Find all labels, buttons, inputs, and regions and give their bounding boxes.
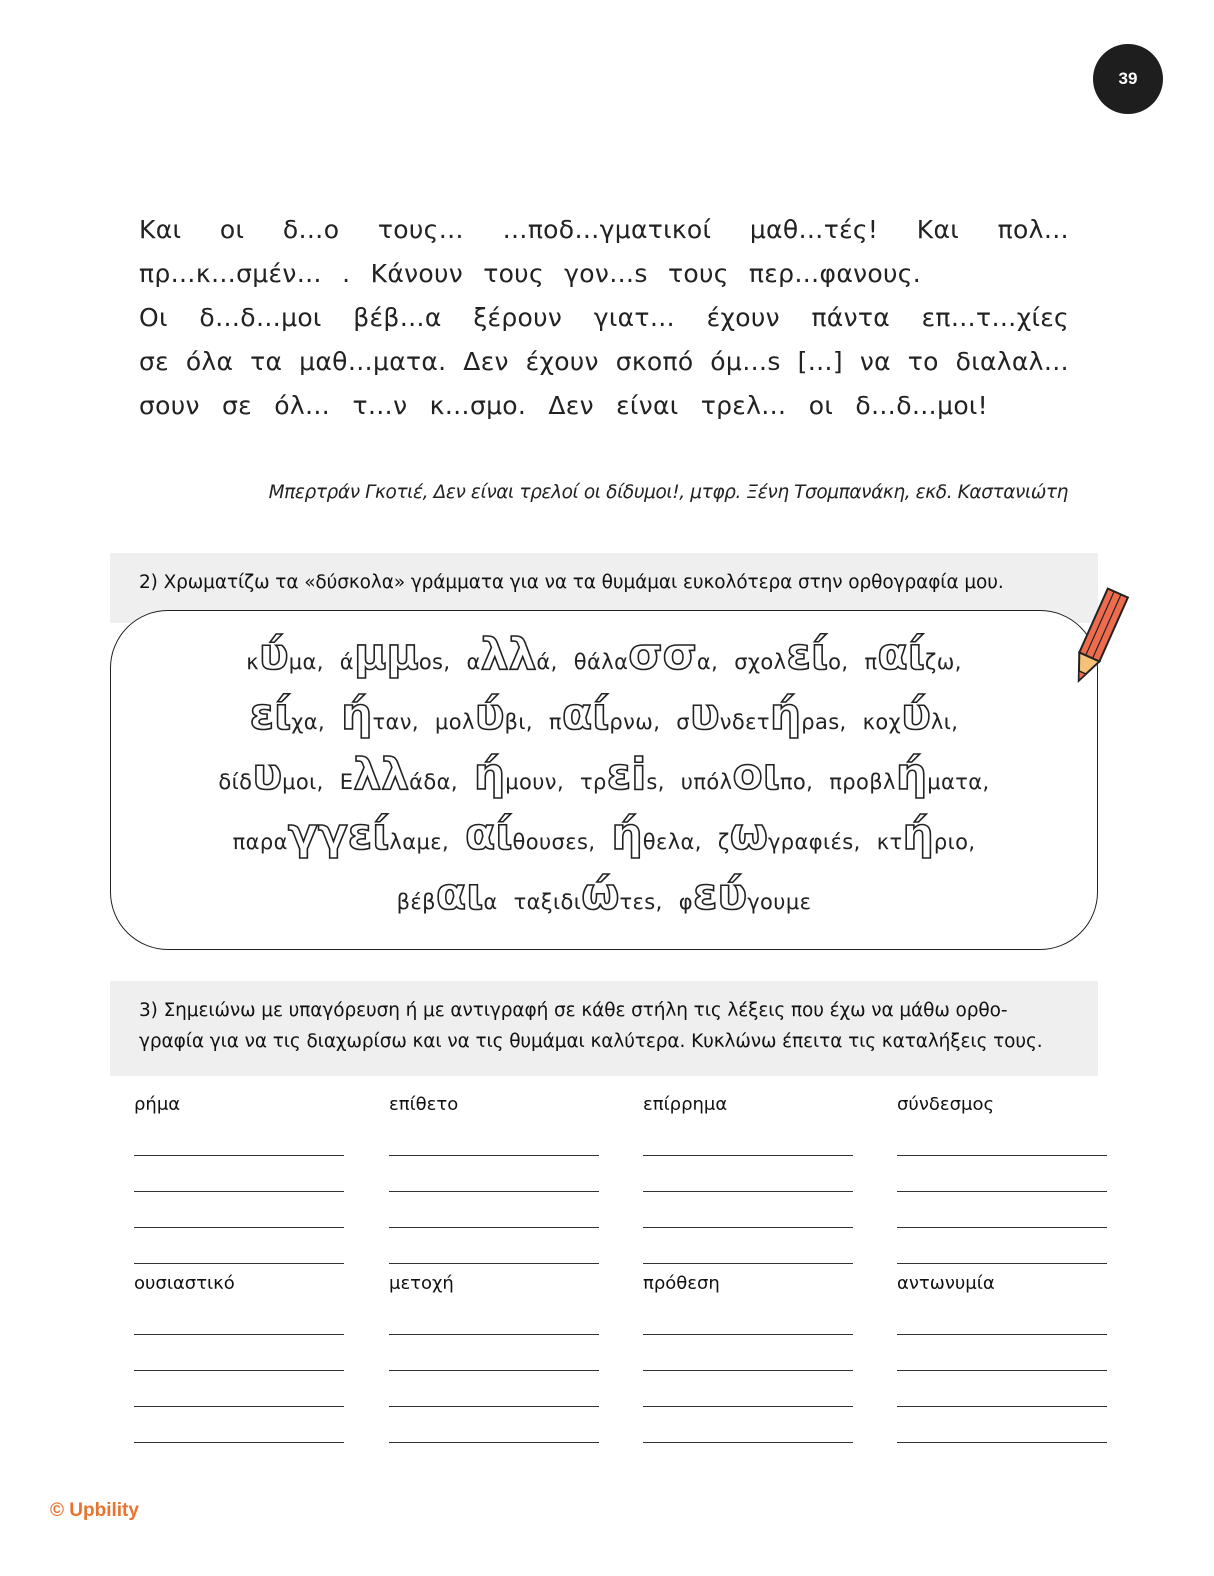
practice-word	[876, 809, 976, 860]
column-adjective	[389, 1094, 599, 1118]
word-box	[110, 610, 1098, 950]
writing-line[interactable]	[389, 1191, 599, 1192]
difficult-letters[interactable]: οι	[732, 749, 780, 800]
word-part: θάλα	[573, 650, 629, 674]
writing-line[interactable]	[389, 1227, 599, 1228]
instruction-line: γραφία για να τις διαχωρίσω και να τις θυμάμαι καλύτερα. Κυκλώνω έπειτα τις καταλήξεις τους.	[139, 1031, 1043, 1052]
column-label: επίρρημα	[643, 1094, 728, 1115]
difficult-letters[interactable]: ύ	[901, 689, 931, 740]
practice-word	[513, 869, 663, 920]
writing-line[interactable]	[134, 1370, 344, 1371]
word-part: τρ	[580, 770, 607, 794]
page-number: 39	[1093, 44, 1163, 114]
word-part: ταν,	[372, 710, 419, 734]
word-part: χα,	[291, 710, 326, 734]
writing-line[interactable]	[643, 1227, 853, 1228]
word-part: α	[483, 890, 498, 914]
writing-line[interactable]	[134, 1406, 344, 1407]
practice-word	[864, 629, 962, 680]
word-part: ά,	[536, 650, 558, 674]
difficult-letters[interactable]: υ	[689, 689, 720, 740]
word-part: ρas,	[801, 710, 847, 734]
word-part: κ	[246, 650, 259, 674]
word-part: κοχ	[862, 710, 902, 734]
word-part: ματα,	[927, 770, 990, 794]
writing-line[interactable]	[389, 1155, 599, 1156]
word-part: ταξιδι	[513, 890, 582, 914]
column-label: σύνδεσμος	[897, 1094, 995, 1115]
difficult-letters[interactable]: λλ	[353, 749, 410, 800]
practice-word	[232, 809, 450, 860]
word-part: κτ	[876, 830, 903, 854]
word-part: ρνω,	[609, 710, 661, 734]
practice-word	[611, 809, 702, 860]
citation: Μπερτράν Γκοτιέ, Δεν είναι τρελοί οι δίδυμοι!, μτφρ. Ξένη Τσομπανάκη, εκδ. Καστανιώτη	[268, 482, 1068, 503]
column-participle	[389, 1273, 599, 1297]
practice-word	[678, 869, 812, 920]
word-part: οs,	[418, 650, 451, 674]
word-part: ζ	[717, 830, 730, 854]
practice-word	[339, 629, 451, 680]
word-part: θουσεs,	[512, 830, 596, 854]
difficult-letters[interactable]: αί	[877, 629, 925, 680]
difficult-letters[interactable]: ή	[895, 749, 928, 800]
word-part: π	[548, 710, 562, 734]
column-label: αντωνυμία	[897, 1273, 995, 1294]
word-part: λαμε,	[389, 830, 450, 854]
difficult-letters[interactable]: ώ	[581, 869, 620, 920]
column-label: επίθετο	[389, 1094, 459, 1115]
word-part: σχολ	[734, 650, 787, 674]
practice-word	[341, 689, 419, 740]
writing-line[interactable]	[897, 1406, 1107, 1407]
brand-logo: © Upbility	[50, 1500, 139, 1521]
word-part: ά	[339, 650, 355, 674]
difficult-letters[interactable]: ή	[902, 809, 934, 860]
word-part: παρα	[232, 830, 288, 854]
column-label: πρόθεση	[643, 1273, 720, 1294]
writing-line[interactable]	[134, 1227, 344, 1228]
word-part: π	[864, 650, 878, 674]
writing-line[interactable]	[134, 1442, 344, 1443]
word-row	[111, 809, 1097, 860]
difficult-letters[interactable]: εi	[606, 749, 647, 800]
writing-line[interactable]	[897, 1155, 1107, 1156]
column-label: μετοχή	[389, 1273, 454, 1294]
difficult-letters[interactable]: υ	[252, 749, 283, 800]
column-conjunction	[897, 1094, 1107, 1118]
writing-line[interactable]	[643, 1334, 853, 1335]
practice-word	[246, 629, 324, 680]
word-part: βέβ	[396, 890, 436, 914]
writing-line[interactable]	[897, 1227, 1107, 1228]
word-part: μουν,	[505, 770, 565, 794]
pencil-icon	[1062, 585, 1134, 695]
practice-word	[862, 689, 959, 740]
writing-line[interactable]	[389, 1370, 599, 1371]
practice-word	[580, 749, 665, 800]
column-noun	[134, 1273, 344, 1297]
word-part: μα,	[288, 650, 324, 674]
word-part: υπόλ	[680, 770, 733, 794]
column-verb	[134, 1094, 344, 1118]
column-pronoun	[897, 1273, 1107, 1297]
passage-line: πρ…κ…σμέν… . Κάνουν τους γον…s τους περ…φανους.	[139, 259, 921, 288]
writing-line[interactable]	[134, 1263, 344, 1264]
writing-line[interactable]	[643, 1406, 853, 1407]
difficult-letters[interactable]: σσ	[628, 629, 697, 680]
word-part: μολ	[434, 710, 475, 734]
word-part: τεs,	[619, 890, 663, 914]
writing-line[interactable]	[897, 1370, 1107, 1371]
word-part: θελα,	[642, 830, 702, 854]
writing-line[interactable]	[897, 1191, 1107, 1192]
word-part: σ	[676, 710, 690, 734]
reading-passage	[139, 208, 1069, 428]
column-adverb	[643, 1094, 853, 1118]
word-part: α,	[696, 650, 719, 674]
practice-word	[396, 869, 498, 920]
word-part: πο,	[779, 770, 814, 794]
difficult-letters[interactable]: ύ	[258, 629, 289, 680]
word-part: δίδ	[218, 770, 253, 794]
writing-line[interactable]	[897, 1263, 1107, 1264]
practice-word	[434, 689, 533, 740]
difficult-letters[interactable]: ω	[729, 809, 768, 860]
practice-word	[734, 629, 849, 680]
writing-line[interactable]	[897, 1334, 1107, 1335]
writing-line[interactable]	[389, 1263, 599, 1264]
writing-line[interactable]	[134, 1334, 344, 1335]
column-preposition	[643, 1273, 853, 1297]
writing-line[interactable]	[134, 1191, 344, 1192]
difficult-letters[interactable]: ή	[769, 689, 802, 740]
word-part: μοι,	[282, 770, 324, 794]
word-row	[111, 749, 1097, 800]
word-part: ζω,	[924, 650, 962, 674]
word-part: νδετ	[719, 710, 770, 734]
writing-line[interactable]	[643, 1191, 853, 1192]
difficult-letters[interactable]: λλ	[480, 629, 537, 680]
difficult-letters[interactable]: εί	[249, 689, 292, 740]
practice-word	[717, 809, 861, 860]
exercise-2-instruction: 2) Χρωματίζω τα «δύσκολα» γράμματα για να τα θυμάμαι ευκολότερα στην ορθογραφία μου.	[139, 572, 1004, 593]
writing-line[interactable]	[389, 1442, 599, 1443]
practice-word	[473, 749, 565, 800]
practice-word	[339, 749, 458, 800]
practice-word	[676, 689, 847, 740]
word-part: λι,	[930, 710, 959, 734]
practice-word	[680, 749, 814, 800]
difficult-letters[interactable]: ύ	[474, 689, 505, 740]
passage-line: Και οι δ…ο τους… …ποδ…γματικοί μαθ…τές! Και πολ…	[139, 215, 1069, 244]
word-part: φ	[678, 890, 693, 914]
word-row	[111, 629, 1097, 680]
writing-line[interactable]	[897, 1442, 1107, 1443]
difficult-letters[interactable]: αι	[435, 869, 484, 920]
writing-line[interactable]	[643, 1263, 853, 1264]
word-part: α	[466, 650, 481, 674]
practice-word	[548, 689, 661, 740]
exercise-3-instruction	[110, 981, 1098, 1057]
difficult-letters[interactable]: ή	[341, 689, 373, 740]
practice-word	[218, 749, 324, 800]
passage-line: σε όλα τα μαθ…ματα. Δεν έχουν σκοπό όμ…s […] να το διαλαλ…	[139, 347, 1069, 376]
passage-line: σουν σε όλ… τ…ν κ…σμο. Δεν είναι τρελ… οι δ…δ…μοι!	[139, 391, 988, 420]
difficult-letters[interactable]: μμ	[354, 629, 419, 680]
word-row	[111, 689, 1097, 740]
word-row	[111, 869, 1097, 920]
word-part: γουμε	[747, 890, 812, 914]
difficult-letters[interactable]: γγεί	[287, 809, 390, 860]
word-part: ριο,	[933, 830, 976, 854]
writing-line[interactable]	[389, 1334, 599, 1335]
writing-line[interactable]	[134, 1155, 344, 1156]
practice-word	[249, 689, 326, 740]
difficult-letters[interactable]: αί	[465, 809, 513, 860]
difficult-letters[interactable]: αί	[561, 689, 610, 740]
practice-word	[829, 749, 990, 800]
word-part: ο,	[828, 650, 849, 674]
writing-line[interactable]	[389, 1406, 599, 1407]
writing-line[interactable]	[643, 1442, 853, 1443]
column-label: ρήμα	[134, 1094, 181, 1115]
exercise-3-header	[110, 981, 1098, 1076]
difficult-letters[interactable]: εί	[786, 629, 829, 680]
writing-line[interactable]	[643, 1370, 853, 1371]
difficult-letters[interactable]: ή	[473, 749, 506, 800]
word-part: γραφιέs,	[767, 830, 861, 854]
instruction-line: 3) Σημειώνω με υπαγόρευση ή με αντιγραφή σε κάθε στήλη τις λέξεις που έχω να μάθω ορθο-	[139, 1000, 1008, 1021]
word-part: s,	[646, 770, 665, 794]
difficult-letters[interactable]: εύ	[693, 869, 748, 920]
word-part: βι,	[504, 710, 533, 734]
word-part: Ε	[339, 770, 354, 794]
practice-word	[466, 629, 558, 680]
difficult-letters[interactable]: ή	[611, 809, 643, 860]
word-part: προβλ	[829, 770, 896, 794]
passage-line: Οι δ…δ…μοι βέβ…α ξέρουν γιατ… έχουν πάντα επ…τ…χίες	[139, 303, 1069, 332]
writing-line[interactable]	[643, 1155, 853, 1156]
column-label: ουσιαστικό	[134, 1273, 235, 1294]
practice-word	[465, 809, 596, 860]
word-part: άδα,	[409, 770, 458, 794]
practice-word	[573, 629, 719, 680]
